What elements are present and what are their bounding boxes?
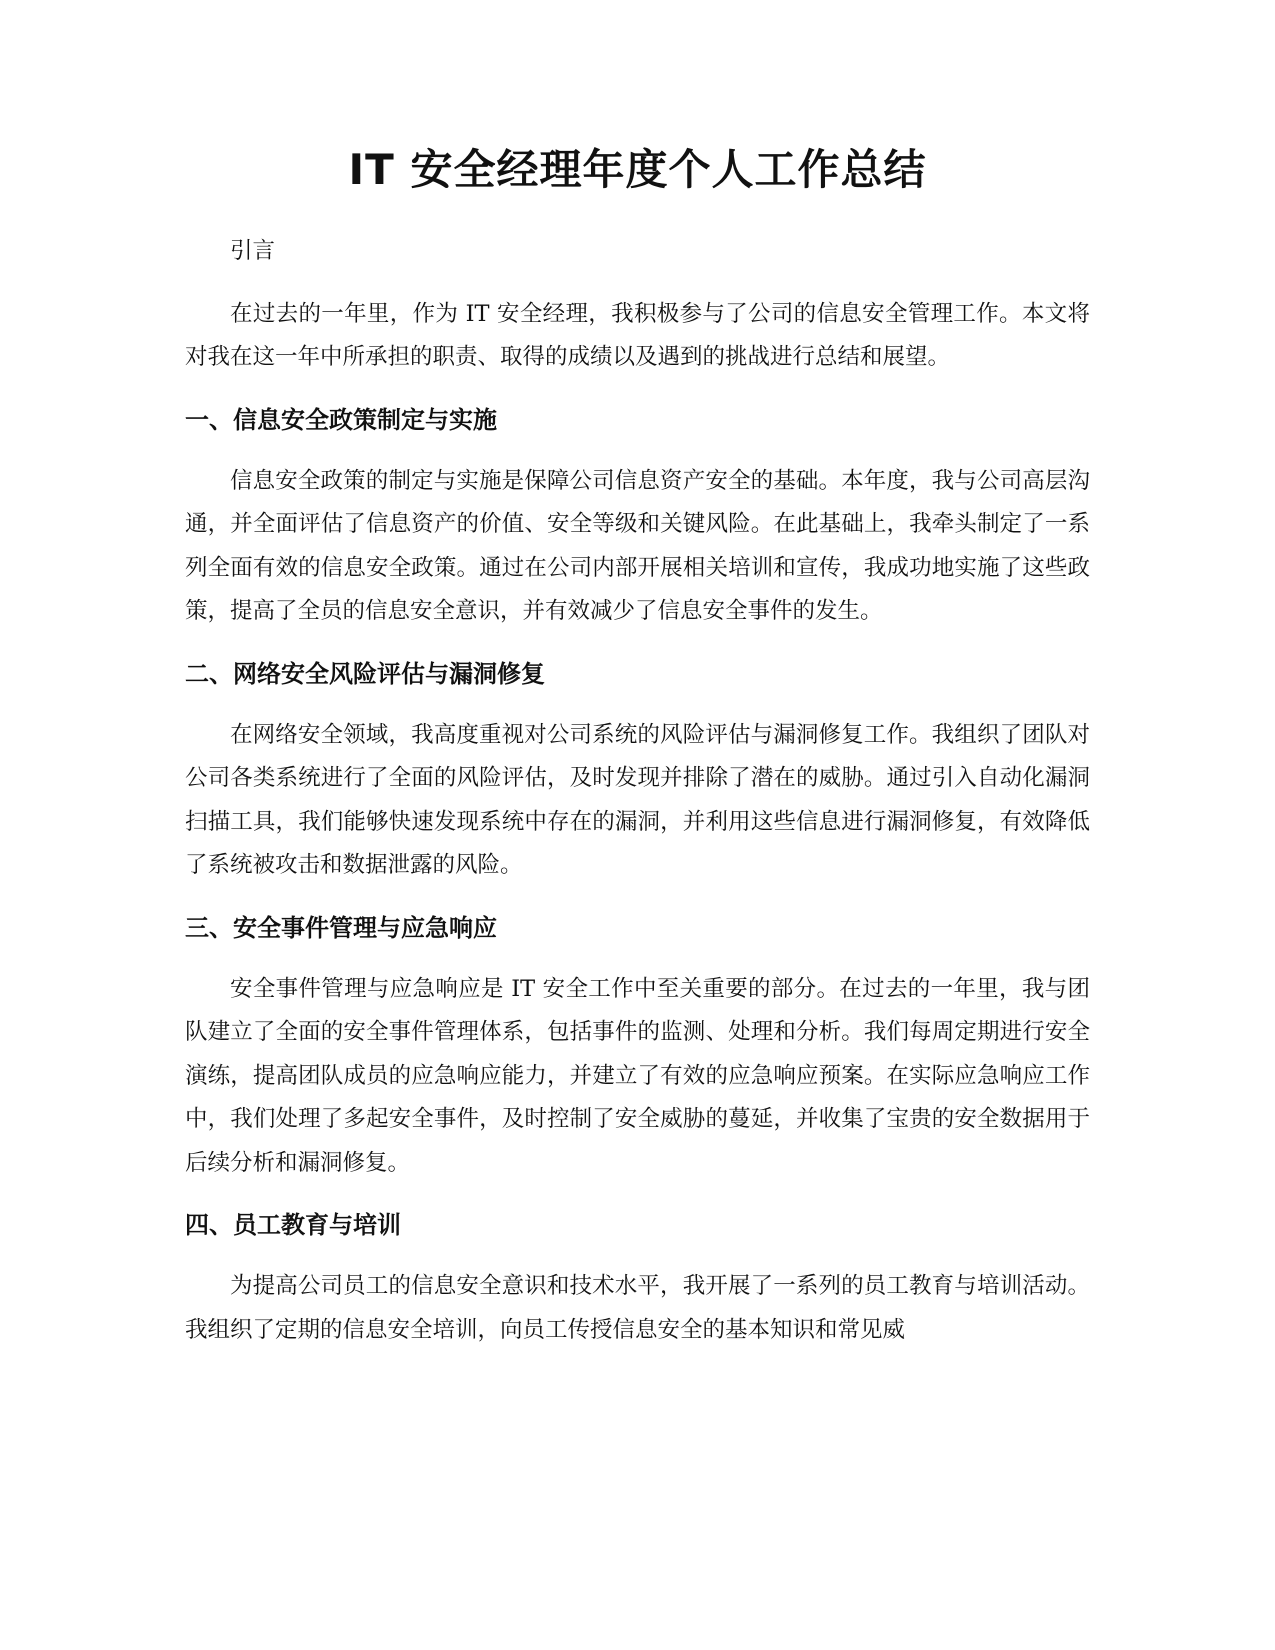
section-paragraph-policy: 信息安全政策的制定与实施是保障公司信息资产安全的基础。本年度，我与公司高层沟通，并全面评估了信息资产的价值、安全等级和关键风险。在此基础上，我牵头制定了一系列全面有效的信息安全政策。通过在公司内部开展相关培训和宣传，我成功地实施了这些政策，提高了全员的信息安全意识，并有效减少了信息安全事件的发生。: [185, 467, 1090, 624]
section-paragraph-incident-response: 安全事件管理与应急响应是 IT 安全工作中至关重要的部分。在过去的一年里，我与团队建立了全面的安全事件管理体系，包括事件的监测、处理和分析。我们每周定期进行安全演练，提高团队成员的应急响应能力，并建立了有效的应急响应预案。在实际应急响应工作中，我们处理了多起安全事件，及时控制了安全威胁的蔓延，并收集了宝贵的安全数据用于后续分析和漏洞修复。: [185, 975, 1090, 1176]
section-heading-network-risk: 二、网络安全风险评估与漏洞修复: [185, 659, 545, 688]
section-heading-incident-response: 三、安全事件管理与应急响应: [185, 913, 497, 942]
document-title: IT 安全经理年度个人工作总结: [348, 145, 927, 194]
intro-label: 引言: [230, 238, 276, 264]
section-heading-training: 四、员工教育与培训: [185, 1211, 401, 1239]
document-body: [185, 140, 1090, 1371]
section-paragraph-network-risk: 在网络安全领域，我高度重视对公司系统的风险评估与漏洞修复工作。我组织了团队对公司各类系统进行了全面的风险评估，及时发现并排除了潜在的威胁。通过引入自动化漏洞扫描工具，我们能够快速发现系统中存在的漏洞，并利用这些信息进行漏洞修复，有效降低了系统被攻击和数据泄露的风险。: [185, 721, 1090, 878]
intro-paragraph: 在过去的一年里，作为 IT 安全经理，我积极参与了公司的信息安全管理工作。本文将对我在这一年中所承担的职责、取得的成绩以及遇到的挑战进行总结和展望。: [185, 300, 1090, 370]
section-heading-policy: 一、信息安全政策制定与实施: [185, 405, 497, 434]
section-paragraph-training: 为提高公司员工的信息安全意识和技术水平，我开展了一系列的员工教育与培训活动。我组织了定期的信息安全培训，向员工传授信息安全的基本知识和常见威: [185, 1273, 1090, 1343]
